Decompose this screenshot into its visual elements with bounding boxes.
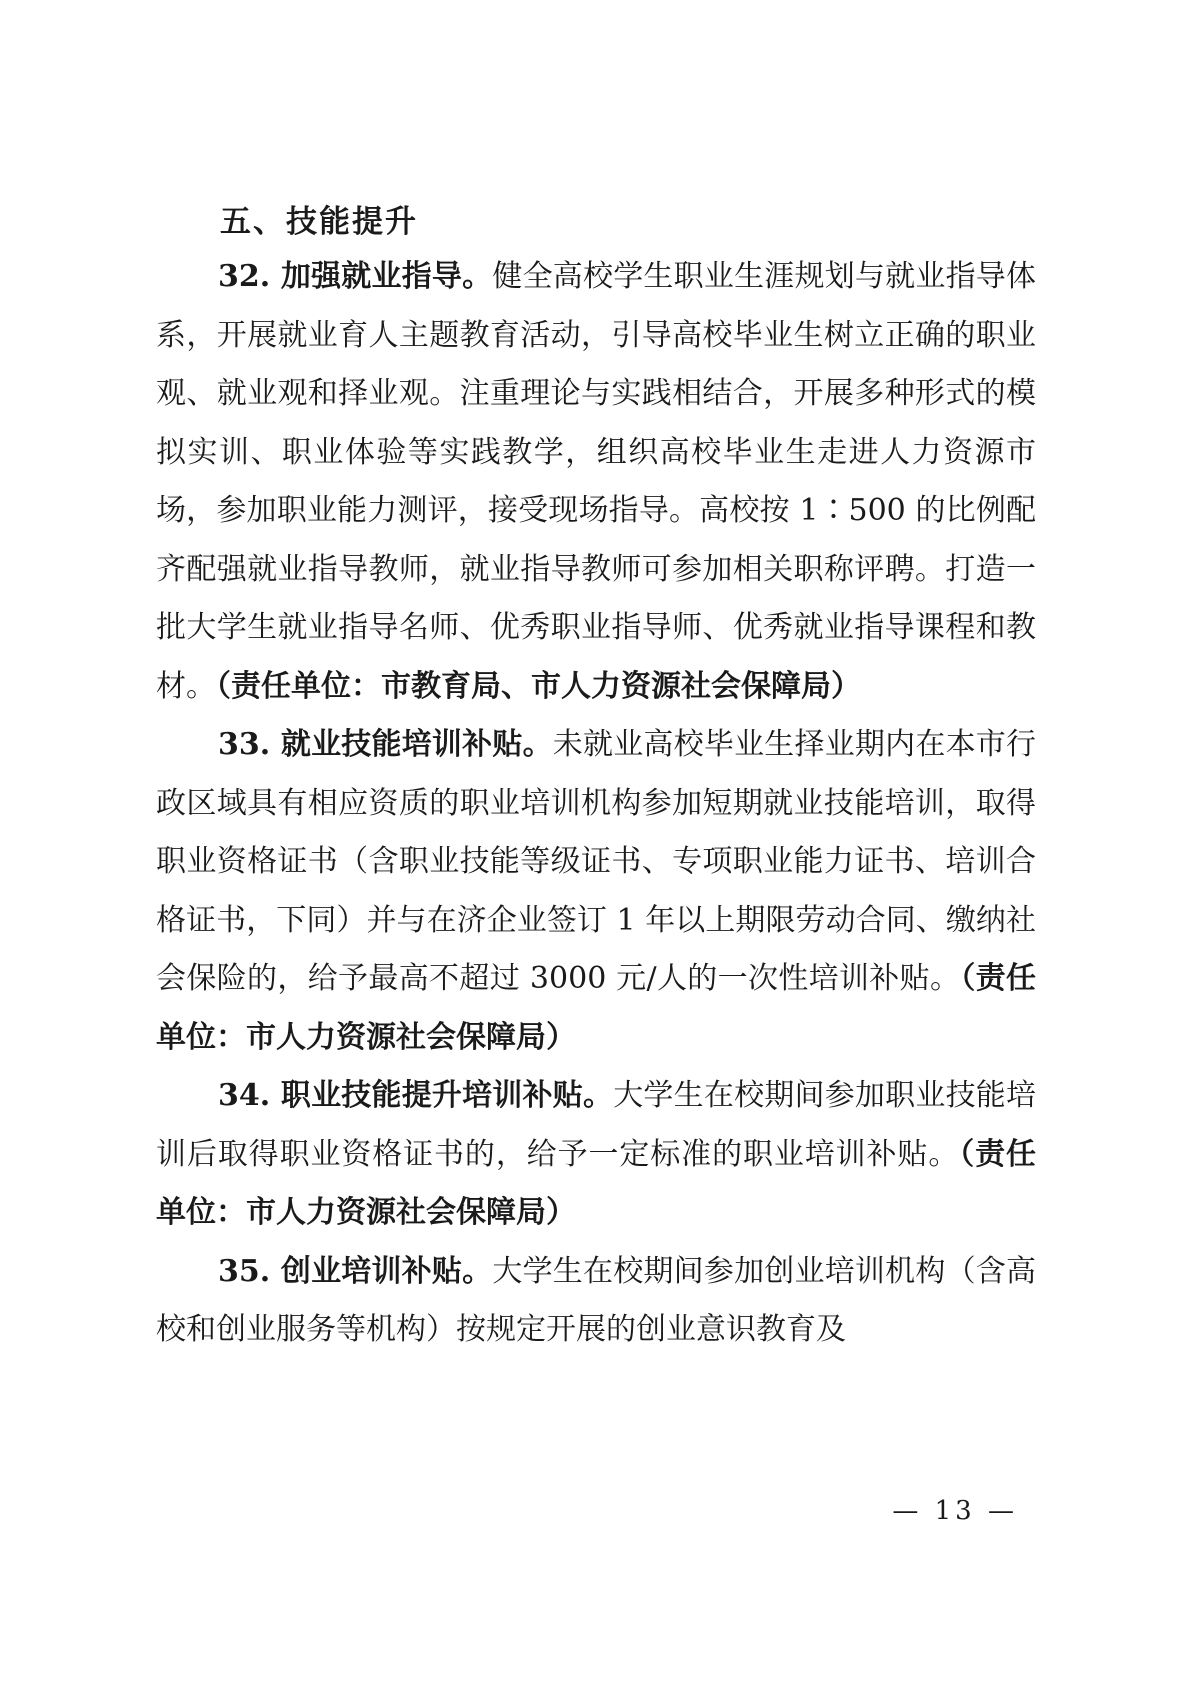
- paragraph-lead: 32. 加强就业指导。: [218, 259, 493, 294]
- paragraph-lead: 35. 创业培训补贴。: [218, 1253, 493, 1289]
- paragraph-lead: 33. 就业技能培训补贴。: [218, 727, 553, 762]
- document-body: [156, 248, 1036, 1360]
- paragraph-body: 健全高校学生职业生涯规划与就业指导体系，开展就业育人主题教育活动，引导高校毕业生树立正确的职业观、就业观和择业观。注重理论与实践相结合，开展多种形式的模拟实训、职业体验等实践教学，组织高校毕业生走进人力资源市场，参加职业能力测评，接受现场指导。高校按 1∶500 的比例配齐配强就业指导教师，就业指导教师可参加相关职称评聘。打造一批大学生就业指导名师、优秀职业指导师、优秀就业指导课程和教材。: [156, 259, 1037, 704]
- responsibility-note: （责任单位：市教育局、市人力资源社会保障局）: [216, 668, 861, 704]
- paragraph-body: 大学生在校期间参加创业培训机构（含高校和创业服务等机构）按规定开展的创业意识教育及: [156, 1253, 1037, 1347]
- paragraph-33: [156, 716, 1036, 1067]
- section-heading: 五、技能提升: [220, 204, 418, 240]
- responsibility-note: （责任单位：市人力资源社会保障局）: [156, 1136, 1037, 1230]
- page-number: — 13 —: [892, 1496, 1018, 1526]
- paragraph-lead: 34. 职业技能提升培训补贴。: [218, 1078, 614, 1113]
- paragraph-35: [156, 1243, 1036, 1360]
- paragraph-body: 未就业高校毕业生择业期内在本市行政区域具有相应资质的职业培训机构参加短期就业技能培训，取得职业资格证书（含职业技能等级证书、专项职业能力证书、培训合格证书，下同）并与在济企业签订 1 年以上期限劳动合同、缴纳社会保险的，给予最高不超过 3000 元/人的一次性培训补贴。: [156, 727, 1036, 996]
- paragraph-34: [156, 1067, 1036, 1243]
- paragraph-body: 大学生在校期间参加职业技能培训后取得职业资格证书的，给予一定标准的职业培训补贴。: [156, 1078, 1037, 1172]
- paragraph-32: [156, 248, 1036, 716]
- responsibility-note: （责任单位：市人力资源社会保障局）: [156, 961, 1037, 1055]
